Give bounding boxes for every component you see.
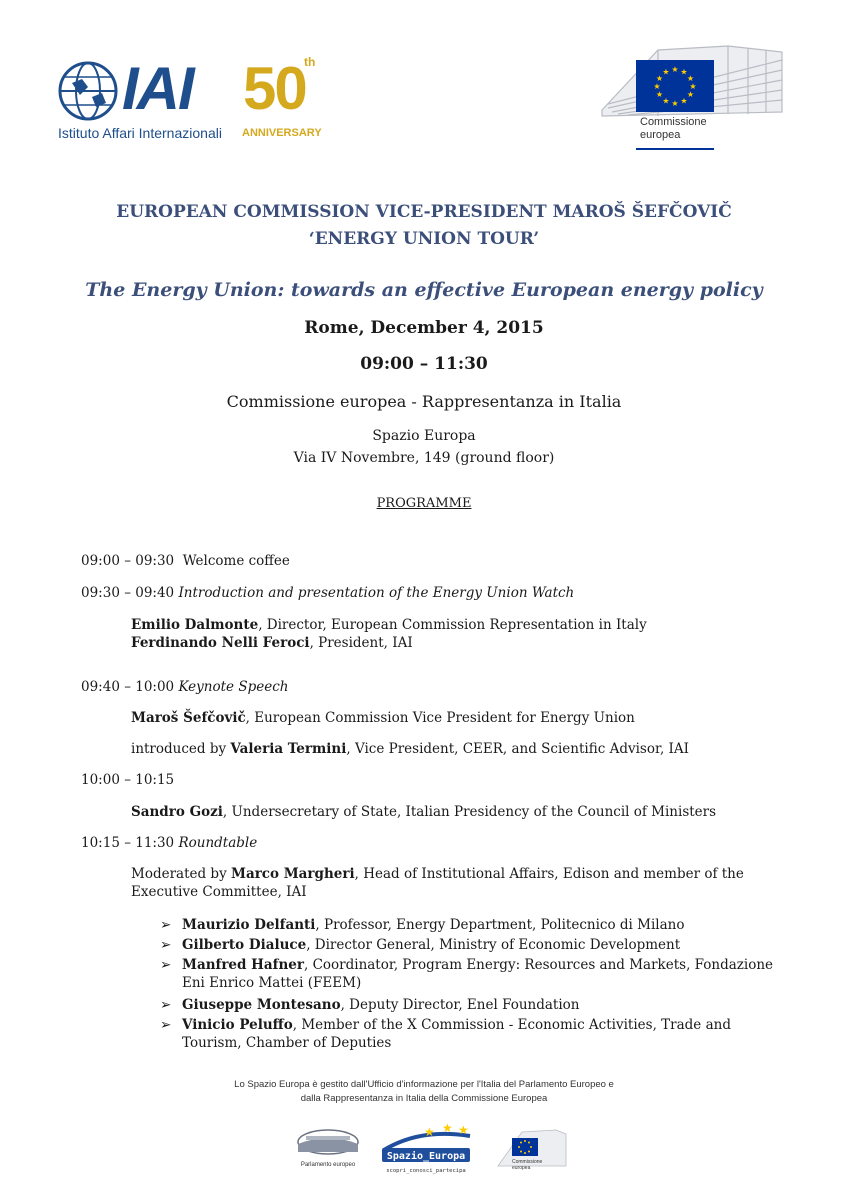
svg-text:★: ★: [662, 67, 670, 77]
speaker-line: [131, 804, 716, 820]
ec-footer-label2: europea: [512, 1165, 531, 1171]
footer-note-line1: Lo Spazio Europa è gestito dall'Ufficio d'informazione per l'Italia del Parlamento Europeo e: [234, 1079, 614, 1090]
event-date: Rome, December 4, 2015: [304, 318, 544, 338]
speaker-name: Sandro Gozi: [131, 804, 223, 820]
svg-text:★: ★: [662, 96, 670, 106]
svg-text:★: ★: [680, 67, 688, 77]
programme-slot-3: [81, 679, 288, 695]
panelist-line: [182, 937, 680, 953]
ec-name-line2: europea: [640, 129, 681, 141]
ec-footer-label1: Commissione: [512, 1159, 543, 1165]
speaker-name: Maroš Šefčovič: [131, 710, 246, 726]
bullet-icon: ➢: [160, 1017, 172, 1033]
event-venue: Commissione europea - Rappresentanza in Italia: [226, 392, 622, 411]
iai-name: Istituto Affari Internazionali: [58, 125, 222, 141]
bullet-icon: ➢: [160, 997, 172, 1013]
slot-title: Keynote Speech: [178, 679, 289, 695]
programme-slot-2: [81, 585, 574, 601]
panelist-name: Gilberto Dialuce: [182, 937, 307, 953]
panelist-role-cont: Eni Enrico Mattei (FEEM): [182, 975, 362, 991]
panelist-role: , Member of the X Commission - Economic Activities, Trade and: [292, 1017, 731, 1033]
european-parliament-logo: [292, 1126, 364, 1172]
svg-text:★: ★: [671, 99, 679, 108]
event-title-line1: EUROPEAN COMMISSION VICE-PRESIDENT MAROŠ ŠEFČOVIČ: [116, 202, 732, 222]
iai-th: th: [304, 55, 316, 69]
speaker-role: , Undersecretary of State, Italian Presidency of the Council of Ministers: [222, 804, 717, 820]
iai-anniversary: ANNIVERSARY: [242, 127, 322, 139]
panelist-name: Manfred Hafner: [182, 957, 304, 973]
svg-text:★: ★: [653, 82, 661, 91]
panelist-role: , Deputy Director, Enel Foundation: [340, 997, 580, 1013]
slot-time: 09:40 – 10:00: [81, 679, 175, 695]
programme-slot-4: [81, 772, 174, 788]
event-space-address: Via IV Novembre, 149 (ground floor): [293, 450, 555, 466]
moderator-role-cont: Executive Committee, IAI: [131, 884, 307, 900]
iai-logo: [58, 55, 322, 145]
panelist-line: [182, 997, 579, 1013]
speaker-name: Ferdinando Nelli Feroci: [131, 635, 310, 651]
slot-title: Roundtable: [178, 835, 258, 851]
panelist-role: , Professor, Energy Department, Politecnico di Milano: [315, 917, 685, 933]
slot-time: 09:00 – 09:30: [81, 553, 175, 569]
speaker-role: , President, IAI: [309, 635, 413, 651]
iai-fifty: 50: [243, 55, 306, 122]
panelist-line: [182, 957, 773, 973]
svg-text:★: ★: [655, 74, 664, 83]
panelist-line: [182, 917, 684, 933]
svg-text:★: ★: [689, 82, 697, 91]
ec-name: [640, 116, 707, 142]
ep-label: Parlamento europeo: [300, 1162, 356, 1168]
slot-title: Welcome coffee: [182, 553, 290, 569]
ec-footer-logo: [496, 1126, 568, 1174]
svg-text:★: ★: [671, 65, 679, 74]
panelist-name: Giuseppe Montesano: [182, 997, 341, 1013]
svg-text:★: ★: [655, 90, 664, 99]
programme-slot-5: [81, 835, 257, 851]
speaker-role: , Director, European Commission Representation in Italy: [258, 617, 647, 633]
panelist-line: [182, 1017, 731, 1033]
svg-text:★: ★: [424, 1125, 435, 1139]
panelist-role: , Director General, Ministry of Economic Development: [306, 937, 681, 953]
speaker-line: [131, 741, 689, 757]
speaker-role: , European Commission Vice President for Energy Union: [245, 710, 635, 726]
speaker-line: [131, 617, 647, 633]
panelist-role: , Coordinator, Program Energy: Resources and Markets, Fondazione: [303, 957, 774, 973]
slot-time: 10:15 – 11:30: [81, 835, 175, 851]
event-title-line2: ‘ENERGY UNION TOUR’: [308, 229, 540, 249]
footer-note-line2: dalla Rappresentanza in Italia della Commissione Europea: [300, 1093, 548, 1104]
event-time: 09:00 – 11:30: [360, 354, 488, 374]
globe-icon: [58, 61, 118, 121]
programme-slot-1: [81, 553, 290, 569]
panelist-role-cont: Tourism, Chamber of Deputies: [182, 1035, 392, 1051]
speaker-name: Emilio Dalmonte: [131, 617, 259, 633]
bullet-icon: ➢: [160, 937, 172, 953]
slot-time: 10:00 – 10:15: [81, 772, 175, 788]
moderator-line: [131, 866, 744, 882]
programme-heading: PROGRAMME: [376, 496, 472, 511]
moderator-prefix: Moderated by: [131, 866, 231, 882]
speaker-line: [131, 710, 635, 726]
event-subtitle: The Energy Union: towards an effective European energy policy: [85, 279, 763, 301]
panelist-name: Vinicio Peluffo: [182, 1017, 293, 1033]
event-space-name: Spazio Europa: [372, 428, 476, 444]
slot-time: 09:30 – 09:40: [81, 585, 175, 601]
speaker-line: [131, 635, 413, 651]
moderator-name: Marco Margheri: [231, 866, 355, 882]
moderator-role: , Head of Institutional Affairs, Edison and member of the: [354, 866, 744, 882]
bullet-icon: ➢: [160, 957, 172, 973]
intro-prefix: introduced by: [131, 741, 231, 757]
ec-logo: [598, 40, 786, 156]
svg-text:★: ★: [458, 1123, 469, 1137]
eu-flag-icon: [636, 60, 714, 112]
slot-title: Introduction and presentation of the Energy Union Watch: [178, 585, 575, 601]
spazio-europa-logo: [380, 1122, 474, 1178]
panelist-name: Maurizio Delfanti: [182, 917, 316, 933]
speaker-name: Valeria Termini: [230, 741, 347, 757]
bullet-icon: ➢: [160, 917, 172, 933]
se-label: Spazio_Europa: [386, 1151, 466, 1162]
svg-text:★: ★: [680, 96, 688, 106]
svg-text:★: ★: [686, 90, 695, 99]
footer-note: [0, 1078, 848, 1106]
speaker-role: , Vice President, CEER, and Scientific Advisor, IAI: [346, 741, 689, 757]
svg-text:★: ★: [442, 1122, 453, 1135]
svg-text:★: ★: [686, 74, 695, 83]
ec-underline: [636, 148, 714, 150]
iai-letters: IAI: [122, 55, 193, 122]
se-tagline: scopri_conosci_partecipa: [386, 1168, 466, 1174]
ec-name-line1: Commissione: [640, 116, 707, 128]
